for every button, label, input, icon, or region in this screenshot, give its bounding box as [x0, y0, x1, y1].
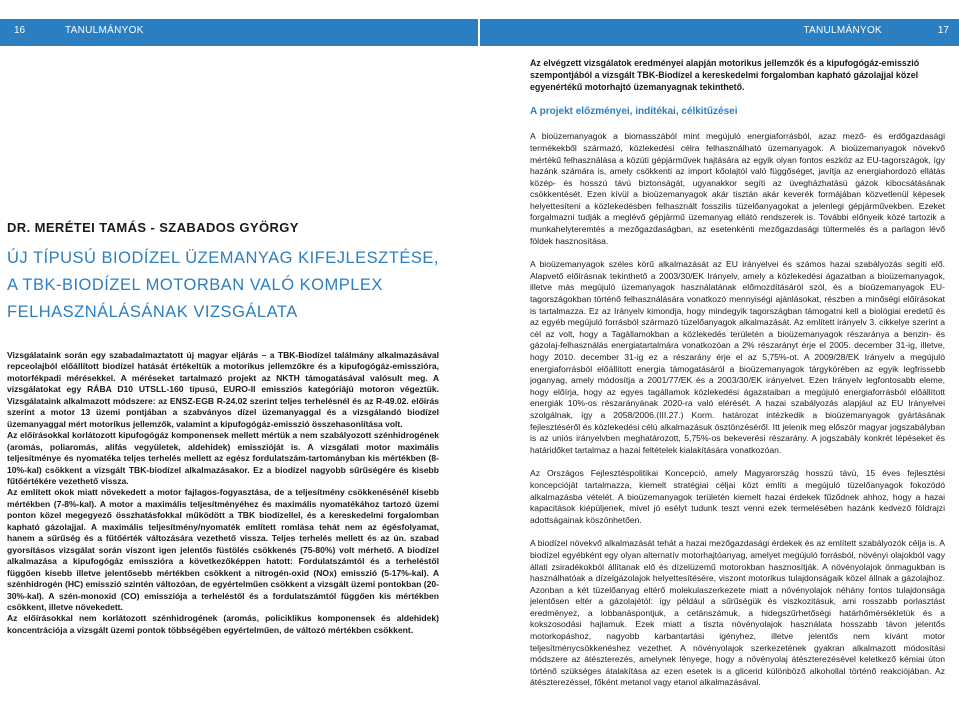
left-page-header: [0, 19, 480, 46]
intro-summary: Az elvégzett vizsgálatok eredményei alapján motorikus jellemzők és a kipufogógáz-emisszió szempontjából a vizsgált TBK-Biodízel a kereskedelmi forgalomban kapható gázolajjal közel egyenértékű motorhajtó üzemanyagnak tekinthető.: [530, 58, 945, 94]
abstract-paragraph-1: Vizsgálataink során egy szabadalmaztatott új magyar eljárás – a TBK-Biodízel találmány alkalmazásával repceolajból előállított biodízel hatását értékeltük a motorikus jellemzőkre és a kipufogógáz-emisszióra, motorfékpadi mérésekkel. A méréseket tartalmazó projekt az NKTH támogatásával valósult meg. A vizsgálatokat egy RÁBA D10 UTSLL-160 típusú, EURO-II emissziós kategóriájú motoron végeztük. Vizsgálataink alkalmazott módszere: az ENSZ-EGB R-24.02 szerint teljes terhelésnél és az R-49.02. előírás szerint a motor 13 üzemi pontjában a szabványos dízel üzemanyaggal és a vizsgálandó biodízel üzemanyaggal mért motorikus jellemzők, valamint a kipufogógáz-emisszió összehasonlítása volt.: [7, 350, 439, 430]
left-column: [7, 220, 439, 636]
section-heading: A projekt előzményei, indítékai, célkitűzései: [530, 106, 945, 118]
article-title-line-3: FELHASZNÁLÁSÁNAK VIZSGÁLATA: [7, 299, 439, 326]
body-paragraph-1: A bioüzemanyagok a biomasszából mint megújuló energiaforrásból, azaz mező- és erdőgazdasági termékekből származó, közlekedési célra felhasználható üzemanyagok. A bioüzemanyagok növekvő mértékű felhasználása a közúti gépjárművek hajtására az egyik olyan fontos eszköz az EU-tagországok, így hazánk számára is, amely csökkenti az import kőolajtól való függőséget, javítja az energiahordozó ellátás közép- és hosszú távú biztonságát, ugyanakkor segíti az üvegházhatású gázok kibocsátásának csökkentését. Ezen kívül a bioüzemanyagok akár tisztán akár keverék formájában közvetlenül képesek helyettesíteni a közlekedésben felhasznált fosszilis tüzelőanyagokat a jelenlegi gépjárművekben. Ezeket forgalmazni tudják a meglévő gépjármű üzemanyag ellátó rendszerek is. További előnyeik közé tartozik a munkahelyteremtés a mezőgazdaságban, az esetenkénti mezőgazdasági tültermelés és a parlagon lévő földek hasznosítása.: [530, 131, 945, 247]
article-title: [7, 245, 439, 326]
abstract-paragraph-3: Az említett okok miatt növekedett a motor fajlagos-fogyasztása, de a teljesítmény csökkenésénél kisebb mértékben (7-8%-kal). A motor a maximális teljesítményéhez és maximális nyomatékához tartozó üzemi ponton közel megegyező összhatásfokkal működött a TBK biodízellel, és a kereskedelmi forgalomban kapható gázolajjal. A maximális teljesítmény/nyomaték említett romlása tehát nem az égésfolyamat, hanem a sűrűség és a fűtőérték változására vezethető vissza. Teljes terhelés mellett és az ún. szabad gyorsításos vizsgálat során viszont igen jelentős füstölés csökkenés (75-80%) volt mérhető. A biodízel alkalmazása a kipufogógáz emisszióra a következőképpen hatott: Fordulatszámtól és a terheléstől függően kisebb illetve jelentősebb mértékben csökkent a nitrogén-oxid (NOx) emisszió (5-17%-kal). A szénhidrogén (HC) emisszió szintén változóan, de egyértelműen csökkent a vizsgált üzemi pontokban (20-30%-kal). A szén-monoxid (CO) emissziója a terheléstől és a fordulatszámtól függően kis mértékben csökkent, illetve növekedett.: [7, 487, 439, 613]
body-paragraph-4: A biodízel növekvő alkalmazását tehát a hazai mezőgazdasági érdekek és az említett szabályozók célja is. A biodízel egyébként egy olyan alternatív motorhajtóanyag, amelyet megújuló forrásból, növényi olajokból vagy állati zsiradékokból állítanak elő és dízelüzemű motorokban hasznosítják. A növényolajok önmagukban is használhatóak a dízelgázolajok helyettesítésére, viszont motorikus tulajdonságaik közel állnak a gázolajhoz. Azonban a két tüzelőanyag eltérő molekulaszerkezete miatt a növényolajok néhány fontos tulajdonsága jelentősen eltér a gázolajétól: így például a sűrűségük és viszkozitásuk, ami rosszabb porlasztást eredményez, a lobbanáspontjuk, a cetánszámuk, a hidegszűrhetőségi határhőmérsékletük és a kokszosodási hajlamuk. Ezek miatt a tiszta növényolajok használata hosszabb távon jelentős motorkopáshoz, nagyobb karbantartási igényhez, illetve jelentős nem kívánt motor teljesítménycsökkenéshez vezethet. A növényolajok szerkezetének gyakran alkalmazott módosítási módszere az átészterezés, amelynek lényege, hogy a növényolaj átészterezésével keletkező kémiai úton történő szükséges átalakítása az ezen esetek is a glicerid különböző alkohollal történő reakciójában. Az átészterezéssel, főként metanol vagy etanol alkalmazásával.: [530, 538, 945, 689]
article-title-line-2: A TBK-BIODÍZEL MOTORBAN VALÓ KOMPLEX: [7, 272, 439, 299]
article-authors: DR. MERÉTEI TAMÁS - SZABADOS GYÖRGY: [7, 220, 439, 235]
left-running-title: TANULMÁNYOK: [65, 25, 144, 36]
abstract-paragraph-4: Az előírásokkal nem korlátozott szénhidrogének (aromás, policiklikus komponensek és aldehidek) koncentrációja a vizsgált üzemi pontok többségében egyértelműen, de változó mértékben csökkent.: [7, 613, 439, 636]
right-running-title: TANULMÁNYOK: [803, 25, 882, 36]
page-header: [0, 19, 959, 46]
article-title-line-1: ÚJ TÍPUSÚ BIODÍZEL ÜZEMANYAG KIFEJLESZTÉSE,: [7, 245, 439, 272]
body-paragraph-2: A bioüzemanyagok széles körű alkalmazását az EU irányelvei és számos hazai szabályozás segíti elő. Alapvető előírásnak tekinthető a 2003/30/EK Irányelv, amely a közlekedési ágazatban a bioüzemanyagok, illetve más megújuló üzemanyagok használatának előmozdításáról szól, és a bioüzemanyagok EU-tagországokban történő felhasználására vonatkozó mennyiségi ajánlásokat, részben a minőségi előírásokat is tartalmazza. Ez az Irányelv kimondja, hogy mindegyik tagországban támogatni kell a biológiai eredetű és az egyéb megújuló forrásból származó tüzelőanyagok alkalmazását. Az említett irányelv 3. cikkelye szerint a cél az volt, hogy a Tagállamokban a közlekedés területén a bioüzemanyagok részaránya a benzin- és gázolaj-felhasználás energiatartalmára vonatkozóan a 2% részarányt érje el 2005. december 31-ig, illetve, hogy 2010. december 31-ig ez a részarány érje el az 5,75%-ot. A 2009/28/EK Irányelv a megújuló energiaforrásból előállított energia támogatásáról a bioüzemanyagok tárgykörében az egyik legfrissebb joganyag, amely módosítja a 2001/77/EK és a 2003/30/EK irányelvet. Ezen Irányelv legfontosabb eleme, hogy előírja, hogy az egyes tagállamok közlekedési ágazataiban a megújuló energiaforrásból előállított energiák 10%-os részarányának 2020-ra való elérését. A hazai szabályozás alapjául az EU Irányelvei szolgálnak, így a 2058/2006.(III.27.) Korm. határozat intézkedik a bioüzemanyagok gyártásának fejlesztéséről és közlekedési célú alkalmazásuk ösztönzéséről. Itt jelenik meg először magyar jogszabályban is az uniós irányelvben meghatározott, 5,75%-os bekeverési részarány. A jogszabály konkrét lépéseket és határidőket tartalmaz a hazai feltételek kialakítására vonatkozóan.: [530, 259, 945, 456]
body-paragraph-3: Az Országos Fejlesztéspolitikai Koncepció, amely Magyarország hosszú távú, 15 éves fejlesztési koncepcióját tartalmazza, kiemelt stratégiai céljai közt említi a megújuló tüzelőanyagok fokozódó alkalmazásba vételét. A bioüzemanyagok területén kiemelt hazai érdekek fűződnek ahhoz, hogy a hazai kapacitások kiépüljenek, mivel jó esélyt tudunk teszt venni ezek termelésében hazánk kedvező földrajzi adottságainak köszönhetően.: [530, 468, 945, 526]
right-page-number: 17: [938, 25, 949, 36]
left-page-number: 16: [14, 25, 25, 36]
right-page-header: [480, 19, 959, 46]
article-abstract: [7, 350, 439, 636]
right-column: [530, 58, 945, 701]
abstract-paragraph-2: Az előírásokkal korlátozott kipufogógáz komponensek mellett mértük a nem szabályozott szénhidrogének (aromás, poliaromás, alifás vegyületek, aldehidek) emisszióját is. A vizsgálati motor maximális teljesítménye és nyomatéka teljes terhelés mellett az egész fordulatszám-tartományban kis mértékben (8-10%-kal) csökkent a vizsgált TBK-biodízel alkalmazásakor. Ez a biodízel nagyobb sűrűségére és kisebb fűtőértékére vezethető vissza.: [7, 430, 439, 487]
